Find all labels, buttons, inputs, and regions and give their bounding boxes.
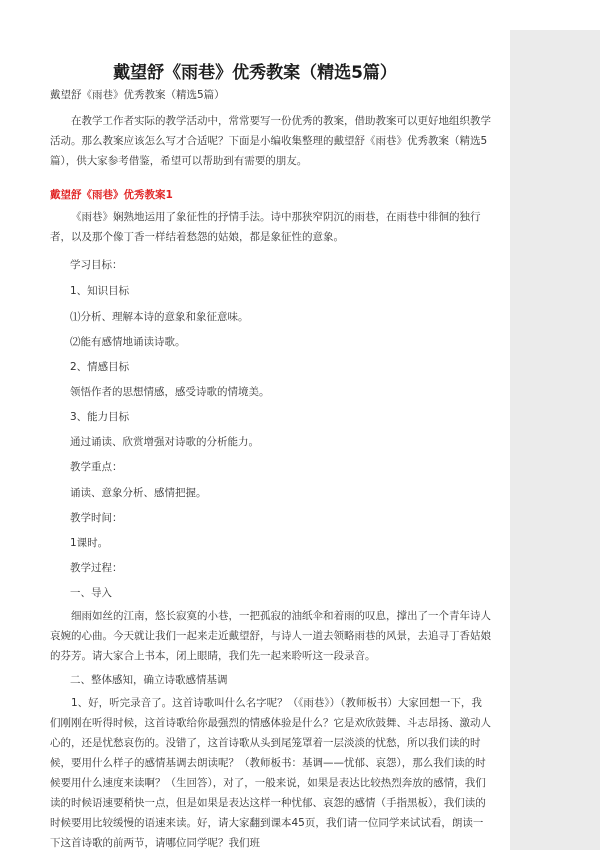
document-title: 戴望舒《雨巷》优秀教案（精选5篇） xyxy=(113,63,397,83)
line-emotion-item: 领悟作者的思想情感，感受诗歌的情境美。 xyxy=(70,386,270,398)
line-knowledge-item-2: ⑵能有感情地诵读诗歌。 xyxy=(70,336,186,348)
line-ability-item: 通过诵读、欣赏增强对诗歌的分析能力。 xyxy=(70,436,259,448)
section1-title: 戴望舒《雨巷》优秀教案1 xyxy=(50,189,173,201)
line-teaching-focus: 教学重点： xyxy=(70,461,123,473)
intro-step-paragraph: 细雨如丝的江南，悠长寂寞的小巷，一把孤寂的油纸伞和着雨的叹息，撑出了一个青年诗人哀婉的心曲。今天就让我们一起来走近戴望舒，与诗人一道去领略雨巷的风景，去追寻丁香姑娘的芬芳。请大家合上书本，闭上眼睛，我们先一起来聆听这一段录音。 xyxy=(50,610,491,662)
section1-intro-paragraph: 《雨巷》娴熟地运用了象征性的抒情手法。诗中那狭窄阴沉的雨巷，在雨巷中徘徊的独行者，以及那个像丁香一样结着愁怨的姑娘，都是象征性的意象。 xyxy=(50,211,481,243)
line-teaching-process: 教学过程： xyxy=(70,562,123,574)
side-panel xyxy=(510,30,600,850)
line-teaching-time-item: 1课时。 xyxy=(70,537,109,549)
line-teaching-time: 教学时间： xyxy=(70,512,123,524)
line-intro-step: 一、导入 xyxy=(70,587,112,599)
intro-paragraph: 在教学工作者实际的教学活动中，常常要写一份优秀的教案，借助教案可以更好地组织教学活动。那么教案应该怎么写才合适呢？下面是小编收集整理的戴望舒《雨巷》优秀教案（精选5篇），供大家参考借鉴，希望可以帮助到有需要的朋友。 xyxy=(50,115,491,167)
line-learning-goals: 学习目标： xyxy=(70,259,123,271)
line-knowledge-goal: 1、知识目标 xyxy=(70,285,130,297)
part2-title: 二、整体感知，确立诗歌感情基调 xyxy=(70,674,228,686)
line-knowledge-item-1: ⑴分析、理解本诗的意象和象征意味。 xyxy=(70,311,249,323)
document-subtitle: 戴望舒《雨巷》优秀教案（精选5篇） xyxy=(50,89,225,101)
line-ability-goal: 3、能力目标 xyxy=(70,411,130,423)
line-emotion-goal: 2、情感目标 xyxy=(70,361,130,373)
part2-paragraph: 1、好，听完录音了。这首诗歌叫什么名字呢？（《雨巷》）（教师板书）大家回想一下，我们刚刚在听得时候，这首诗歌给你最强烈的情感体验是什么？它是欢欣鼓舞、斗志昂扬、激动人心的，还是忧愁哀伤的。没错了，这首诗歌从头到尾笼罩着一层淡淡的忧愁，所以我们读的时候，要用什么样子的感情基调去朗读呢？（教师板书：基调——忧郁、哀怨），那么我们读的时候要用什么速度来读啊？（生回答），对了，一般来说，如果是表达比较热烈奔放的感情，我们读的时候语速要稍快一点，但是如果是表达这样一种忧郁、哀怨的感情（手指黑板），我们读的时候要用比较缓慢的语速来读。好，请大家翻到课本45页，我们请一位同学来试试看，朗读一下这首诗歌的前两节，请哪位同学呢？我们班 xyxy=(50,697,491,849)
line-teaching-focus-item: 诵读、意象分析、感情把握。 xyxy=(70,487,207,499)
